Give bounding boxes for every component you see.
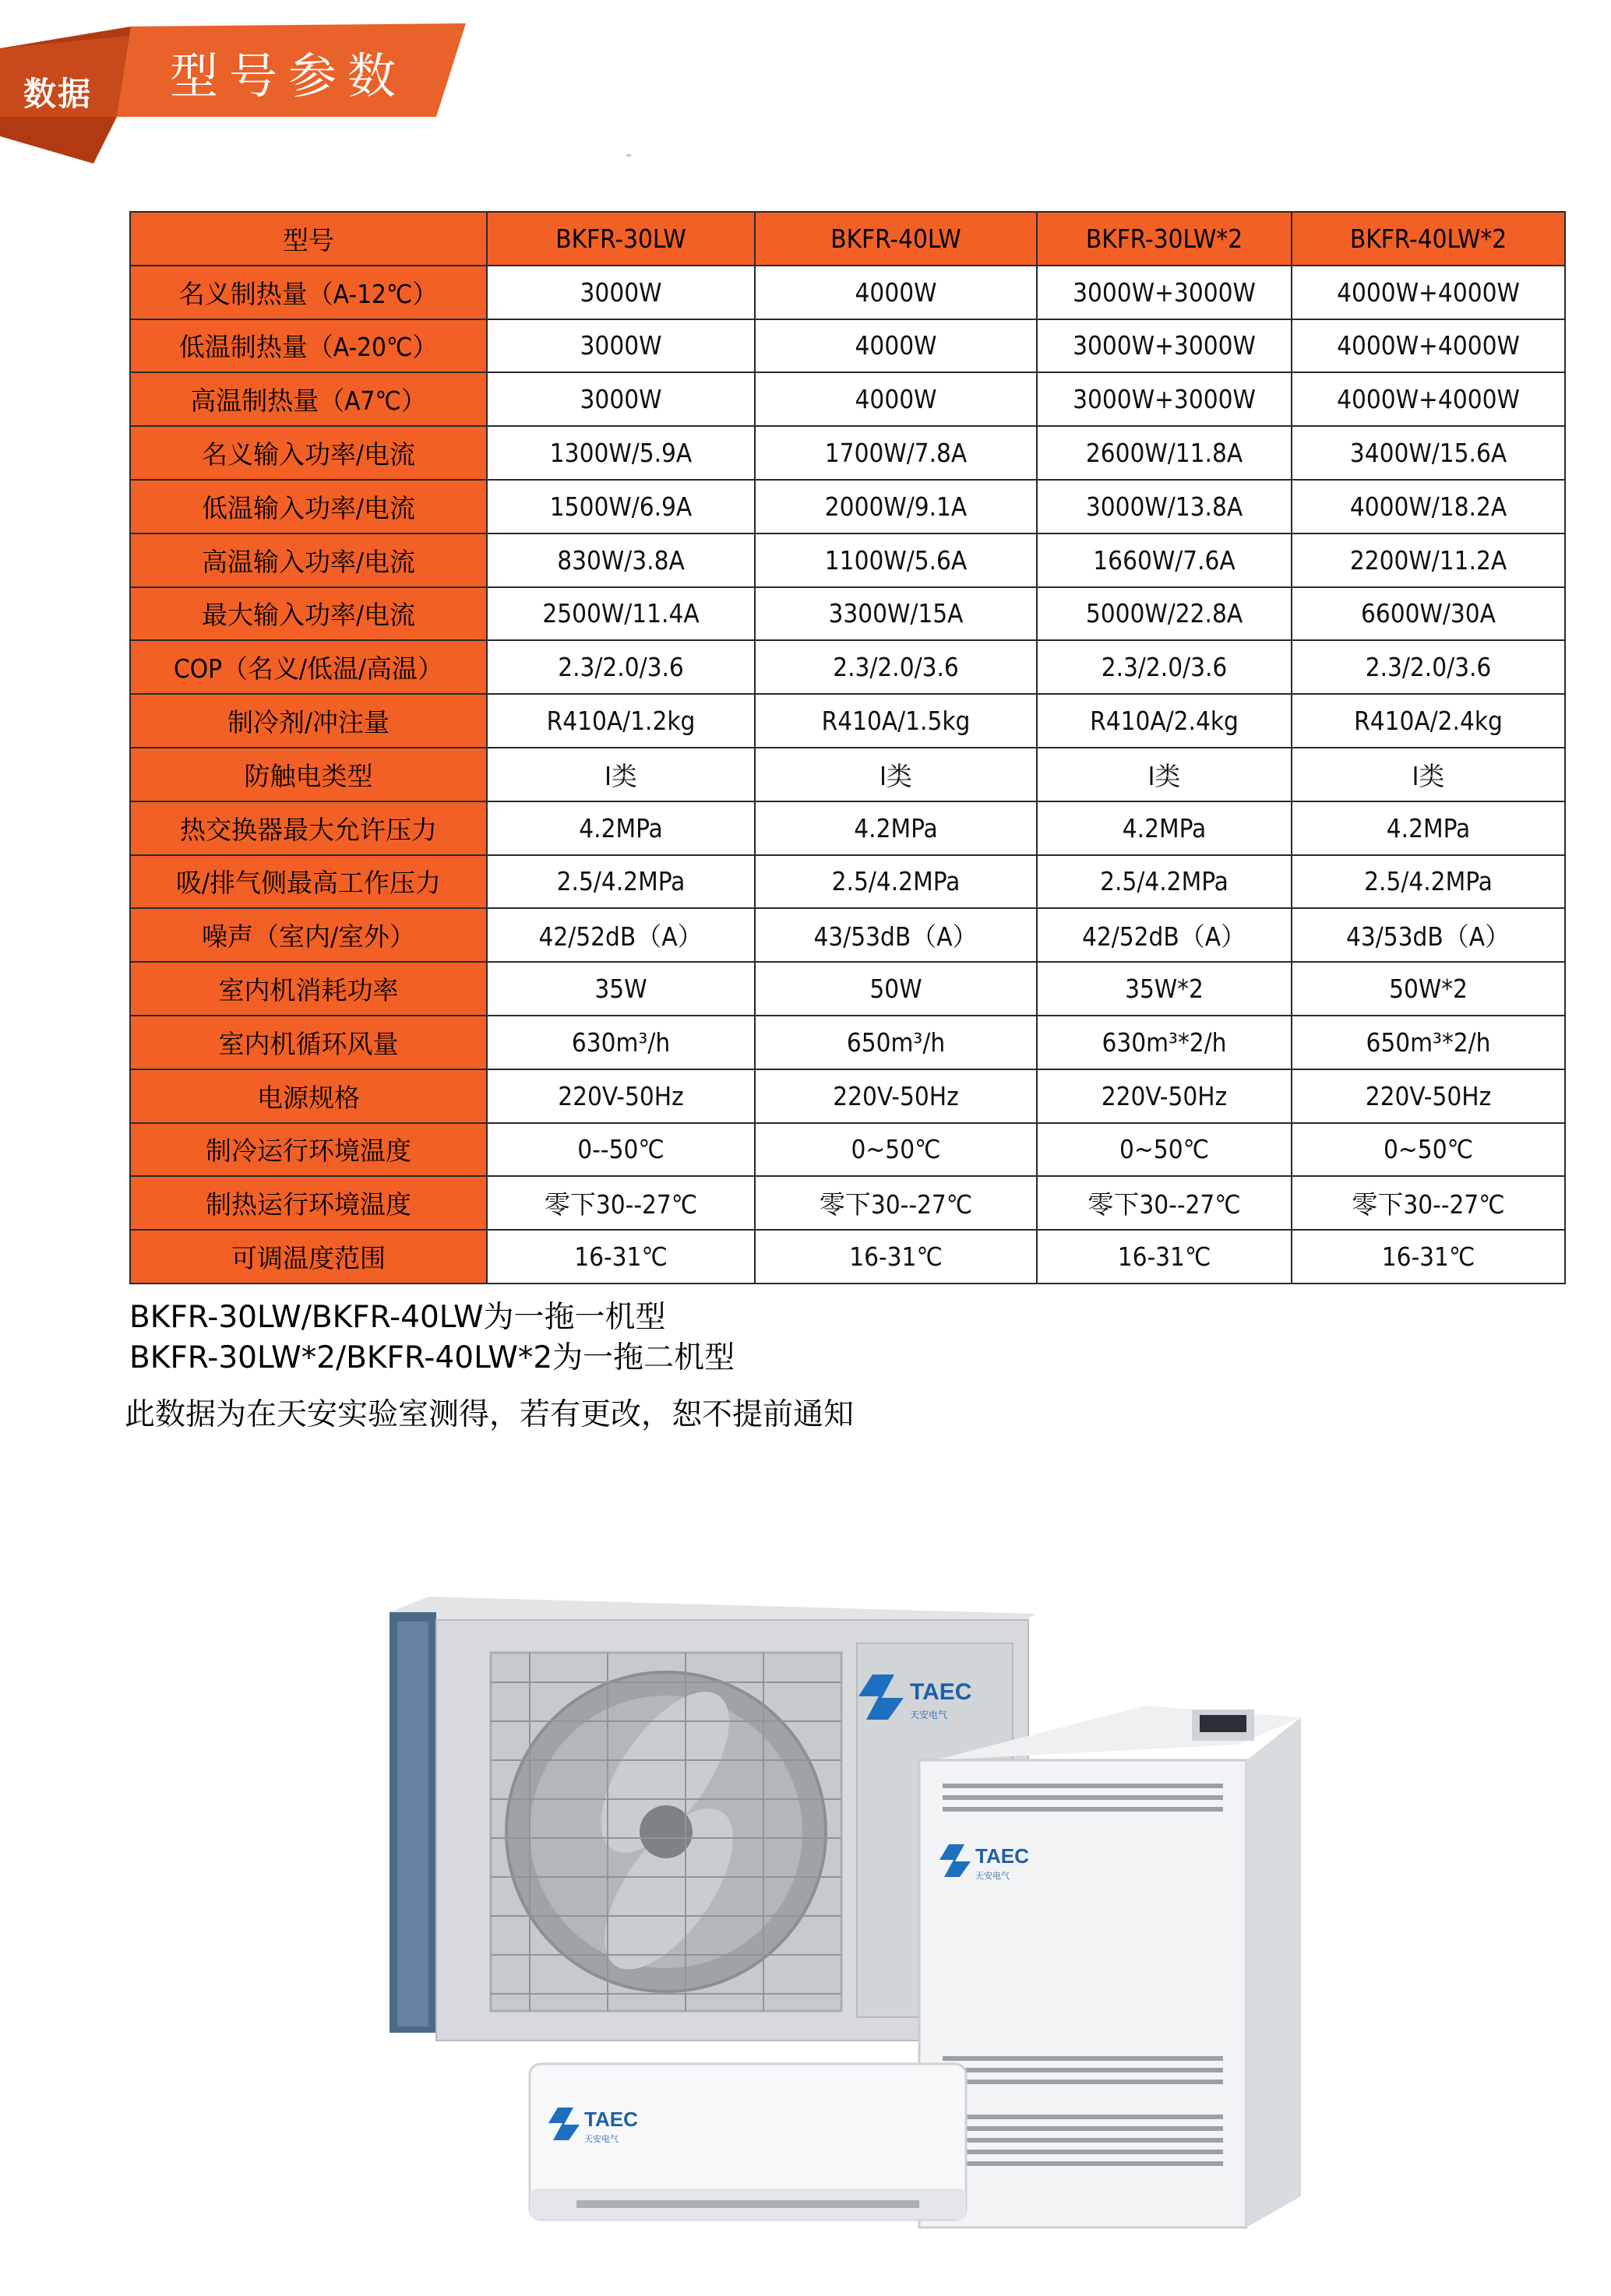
value-cell: 220V-50Hz (1037, 1069, 1292, 1123)
value-cell: 1500W/6.9A (487, 480, 755, 534)
row-label-cell: 低温输入功率/电流 (130, 480, 487, 534)
value-cell: 4.2MPa (755, 801, 1037, 855)
value-cell: 1300W/5.9A (487, 426, 755, 480)
table-row (130, 801, 1565, 855)
value-cell: 50W (755, 962, 1037, 1016)
value-cell: 2.3/2.0/3.6 (1037, 640, 1292, 694)
value-cell: 16-31℃ (1037, 1230, 1292, 1284)
value-cell: 5000W/22.8A (1037, 587, 1292, 641)
value-cell: R410A/2.4kg (1292, 694, 1565, 748)
value-cell: 1660W/7.6A (1037, 534, 1292, 587)
value-cell: 2.5/4.2MPa (755, 855, 1037, 909)
row-label-cell: 可调温度范围 (130, 1230, 487, 1284)
value-cell: 4000W (755, 319, 1037, 373)
value-cell: 3000W (487, 372, 755, 426)
value-cell: 4.2MPa (487, 801, 755, 855)
value-cell: 2600W/11.8A (1037, 426, 1292, 480)
note-one-to-two: BKFR-30LW*2/BKFR-40LW*2为一拖二机型 (129, 1340, 735, 1375)
value-cell: 630m³/h (487, 1016, 755, 1069)
spec-table (129, 211, 1566, 1284)
row-label-cell: 最大输入功率/电流 (130, 587, 487, 641)
value-cell: 35W*2 (1037, 962, 1292, 1016)
value-cell: 0~50℃ (1037, 1123, 1292, 1177)
table-row (130, 640, 1565, 694)
note-disclaimer: 此数据为在天安实验室测得，若有更改，恕不提前通知 (125, 1397, 855, 1432)
row-label-cell: COP（名义/低温/高温） (130, 640, 487, 694)
value-cell: 42/52dB（A） (1037, 908, 1292, 962)
row-label-cell: 制冷剂/冲注量 (130, 694, 487, 748)
value-cell: 35W (487, 962, 755, 1016)
value-cell: 4000W (755, 266, 1037, 319)
product-image (374, 1565, 1348, 2266)
table-row (130, 319, 1565, 373)
table-row (130, 1123, 1565, 1177)
value-cell: 42/52dB（A） (487, 908, 755, 962)
row-label-cell: 室内机循环风量 (130, 1016, 487, 1069)
value-cell: 2.5/4.2MPa (487, 855, 755, 909)
page-title: 型号参数 (170, 48, 407, 104)
value-cell: 0~50℃ (1292, 1123, 1565, 1177)
row-label-cell: 高温制热量（A7℃） (130, 372, 487, 426)
value-cell: 650m³/h (755, 1016, 1037, 1069)
value-cell: 0~50℃ (755, 1123, 1037, 1177)
value-cell: 3000W/13.8A (1037, 480, 1292, 534)
value-cell: 630m³*2/h (1037, 1016, 1292, 1069)
value-cell: 4000W (755, 372, 1037, 426)
value-cell: 3000W (487, 319, 755, 373)
brand-logo-text: TAEC (910, 1679, 972, 1705)
value-cell: 4.2MPa (1037, 801, 1292, 855)
brand-logo-sub: 天安电气 (910, 1710, 948, 1720)
value-cell: 43/53dB（A） (755, 908, 1037, 962)
table-row (130, 694, 1565, 748)
value-cell: 4.2MPa (1292, 801, 1565, 855)
table-header-row (130, 212, 1565, 266)
value-cell: 50W*2 (1292, 962, 1565, 1016)
value-cell: 2.5/4.2MPa (1037, 855, 1292, 909)
table-row (130, 266, 1565, 319)
value-cell: 43/53dB（A） (1292, 908, 1565, 962)
note-one-to-one: BKFR-30LW/BKFR-40LW为一拖一机型 (129, 1300, 666, 1335)
value-cell: 220V-50Hz (755, 1069, 1037, 1123)
row-label-cell: 制热运行环境温度 (130, 1176, 487, 1230)
row-label-cell: 热交换器最大允许压力 (130, 801, 487, 855)
value-cell: 2.3/2.0/3.6 (1292, 640, 1565, 694)
value-cell: Ⅰ类 (1037, 748, 1292, 801)
value-cell: 3400W/15.6A (1292, 426, 1565, 480)
table-row (130, 855, 1565, 909)
product-illustration (374, 1565, 1348, 2266)
value-cell: 2000W/9.1A (755, 480, 1037, 534)
value-cell: 650m³*2/h (1292, 1016, 1565, 1069)
value-cell: Ⅰ类 (487, 748, 755, 801)
divider-mark (626, 154, 631, 157)
value-cell: 2.3/2.0/3.6 (487, 640, 755, 694)
value-cell: 830W/3.8A (487, 534, 755, 587)
value-cell: 220V-50Hz (1292, 1069, 1565, 1123)
value-cell: 2.3/2.0/3.6 (755, 640, 1037, 694)
value-cell: 2.5/4.2MPa (1292, 855, 1565, 909)
table-header-cell: BKFR-40LW*2 (1292, 212, 1565, 266)
value-cell: 零下30--27℃ (1292, 1176, 1565, 1230)
value-cell: 4000W+4000W (1292, 372, 1565, 426)
brand-logo-sub-indoor: 天安电气 (975, 1871, 1010, 1881)
row-label-cell: 低温制热量（A-20℃） (130, 319, 487, 373)
brand-logo-text-indoor: TAEC (975, 1844, 1029, 1868)
value-cell: 16-31℃ (1292, 1230, 1565, 1284)
value-cell: 16-31℃ (755, 1230, 1037, 1284)
table-row (130, 587, 1565, 641)
value-cell: 3300W/15A (755, 587, 1037, 641)
value-cell: R410A/1.5kg (755, 694, 1037, 748)
value-cell: 4000W+4000W (1292, 266, 1565, 319)
table-header-cell: BKFR-30LW*2 (1037, 212, 1292, 266)
row-label-cell: 噪声（室内/室外） (130, 908, 487, 962)
value-cell: 0--50℃ (487, 1123, 755, 1177)
table-row (130, 1069, 1565, 1123)
value-cell: 6600W/30A (1292, 587, 1565, 641)
table-row (130, 748, 1565, 801)
table-row (130, 1230, 1565, 1284)
value-cell: 1700W/7.8A (755, 426, 1037, 480)
row-label-cell: 电源规格 (130, 1069, 487, 1123)
table-row (130, 962, 1565, 1016)
value-cell: 2500W/11.4A (487, 587, 755, 641)
value-cell: Ⅰ类 (755, 748, 1037, 801)
row-label-cell: 吸/排气侧最高工作压力 (130, 855, 487, 909)
value-cell: Ⅰ类 (1292, 748, 1565, 801)
section-banner (0, 0, 499, 171)
table-row (130, 1016, 1565, 1069)
table-header-cell: BKFR-40LW (755, 212, 1037, 266)
value-cell: 3000W (487, 266, 755, 319)
brand-logo-sub-wall: 天安电气 (584, 2134, 619, 2144)
value-cell: 零下30--27℃ (755, 1176, 1037, 1230)
value-cell: 2200W/11.2A (1292, 534, 1565, 587)
table-row (130, 480, 1565, 534)
value-cell: R410A/1.2kg (487, 694, 755, 748)
row-label-cell: 名义制热量（A-12℃） (130, 266, 487, 319)
table-row (130, 1176, 1565, 1230)
floor-standing-unit-icon (919, 1706, 1301, 2227)
value-cell: 220V-50Hz (487, 1069, 755, 1123)
value-cell: 3000W+3000W (1037, 266, 1292, 319)
table-header-cell: BKFR-30LW (487, 212, 755, 266)
value-cell: 3000W+3000W (1037, 372, 1292, 426)
value-cell: 零下30--27℃ (487, 1176, 755, 1230)
value-cell: 16-31℃ (487, 1230, 755, 1284)
table-row (130, 372, 1565, 426)
value-cell: 1100W/5.6A (755, 534, 1037, 587)
table-row (130, 426, 1565, 480)
table-row (130, 534, 1565, 587)
value-cell: R410A/2.4kg (1037, 694, 1292, 748)
value-cell: 4000W/18.2A (1292, 480, 1565, 534)
row-label-cell: 防触电类型 (130, 748, 487, 801)
banner-tag: 数据 (23, 75, 93, 113)
value-cell: 4000W+4000W (1292, 319, 1565, 373)
row-label-cell: 高温输入功率/电流 (130, 534, 487, 587)
row-label-cell: 室内机消耗功率 (130, 962, 487, 1016)
value-cell: 零下30--27℃ (1037, 1176, 1292, 1230)
row-label-cell: 名义输入功率/电流 (130, 426, 487, 480)
row-label-cell: 制冷运行环境温度 (130, 1123, 487, 1177)
table-header-cell: 型号 (130, 212, 487, 266)
value-cell: 3000W+3000W (1037, 319, 1292, 373)
table-row (130, 908, 1565, 962)
brand-logo-text-wall: TAEC (584, 2108, 638, 2131)
